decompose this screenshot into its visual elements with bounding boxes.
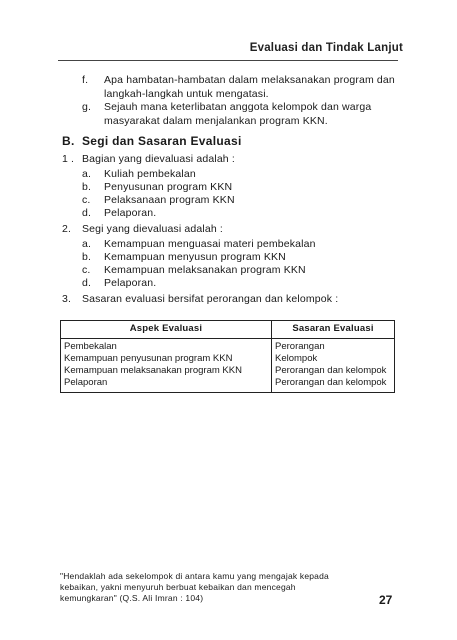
- evaluation-table: [60, 320, 395, 393]
- text-line: Apa hambatan-hambatan dalam melaksanakan program dan: [104, 74, 395, 86]
- sub-item-text: Kuliah pembekalan: [104, 168, 196, 180]
- footnote-line: "Hendaklah ada sekelompok di antara kamu yang mengajak kepada: [60, 571, 329, 581]
- numbered-item-text: Sasaran evaluasi bersifat perorangan dan kelompok :: [82, 293, 339, 305]
- text-line: masyarakat dalam menjalankan program KKN.: [104, 114, 328, 127]
- footnote-line: kebaikan, yakni menyuruh berbuat kebaikan dan mencegah: [60, 582, 296, 592]
- sasaran-cell: [272, 339, 395, 393]
- sub-marker: b.: [82, 181, 92, 193]
- sub-marker: c.: [82, 264, 91, 276]
- list-item-g: [82, 101, 402, 129]
- numbered-item-text: Segi yang dievaluasi adalah :: [82, 223, 223, 235]
- sub-item-text: Penyusunan program KKN: [104, 181, 233, 193]
- header-rule: [58, 60, 398, 61]
- running-head-title: Evaluasi dan Tindak Lanjut: [249, 42, 403, 54]
- sub-item-text: Pelaksanaan program KKN: [104, 194, 235, 206]
- sub-marker: a.: [82, 238, 92, 250]
- numbered-marker: 1 .: [62, 153, 75, 165]
- column-header-sasaran: Sasaran Evaluasi: [272, 321, 395, 339]
- aspek-cell: [61, 339, 272, 393]
- sasaran-entry: Kelompok: [275, 353, 318, 364]
- numbered-item-text: Bagian yang dievaluasi adalah :: [82, 153, 235, 165]
- text-line: Sejauh mana keterlibatan anggota kelompok dan warga: [104, 101, 372, 113]
- aspek-entry: Kemampuan penyusunan program KKN: [64, 353, 233, 364]
- aspek-entry: Pelaporan: [64, 377, 108, 388]
- sub-item-text: Kemampuan menguasai materi pembekalan: [104, 238, 316, 250]
- sub-marker: d.: [82, 277, 92, 289]
- footnote-quote: [60, 571, 365, 604]
- aspek-entry: Pembekalan: [64, 341, 117, 352]
- sasaran-entry: Perorangan dan kelompok: [275, 377, 387, 388]
- list-marker: f.: [82, 74, 89, 86]
- aspek-entry: Kemampuan melaksanakan program KKN: [64, 365, 242, 376]
- list-item-text: [104, 101, 371, 128]
- numbered-marker: 3.: [62, 293, 72, 305]
- sub-item-text: Kemampuan melaksanakan program KKN: [104, 264, 306, 276]
- table-header-row: [61, 321, 395, 339]
- sub-item-text: Pelaporan.: [104, 207, 157, 219]
- text-line: langkah-langkah untuk mengatasi.: [104, 87, 269, 100]
- list-item-f: [82, 74, 402, 102]
- sub-marker: d.: [82, 207, 92, 219]
- page-number: 27: [379, 593, 393, 607]
- list-item-text: [104, 74, 395, 101]
- sub-marker: c.: [82, 194, 91, 206]
- section-number: B.: [62, 134, 75, 148]
- sasaran-entry: Perorangan: [275, 341, 325, 352]
- footnote-line: kemungkaran" (Q.S. Ali Imran : 104): [60, 593, 204, 603]
- numbered-marker: 2.: [62, 223, 72, 235]
- sasaran-entry: Perorangan dan kelompok: [275, 365, 387, 376]
- column-header-aspek: Aspek Evaluasi: [61, 321, 272, 339]
- section-title: Segi dan Sasaran Evaluasi: [82, 134, 242, 148]
- sub-marker: b.: [82, 251, 92, 263]
- table-row: [61, 339, 395, 393]
- list-marker: g.: [82, 101, 92, 113]
- sub-item-text: Kemampuan menyusun program KKN: [104, 251, 286, 263]
- sub-item-text: Pelaporan.: [104, 277, 157, 289]
- sub-marker: a.: [82, 168, 92, 180]
